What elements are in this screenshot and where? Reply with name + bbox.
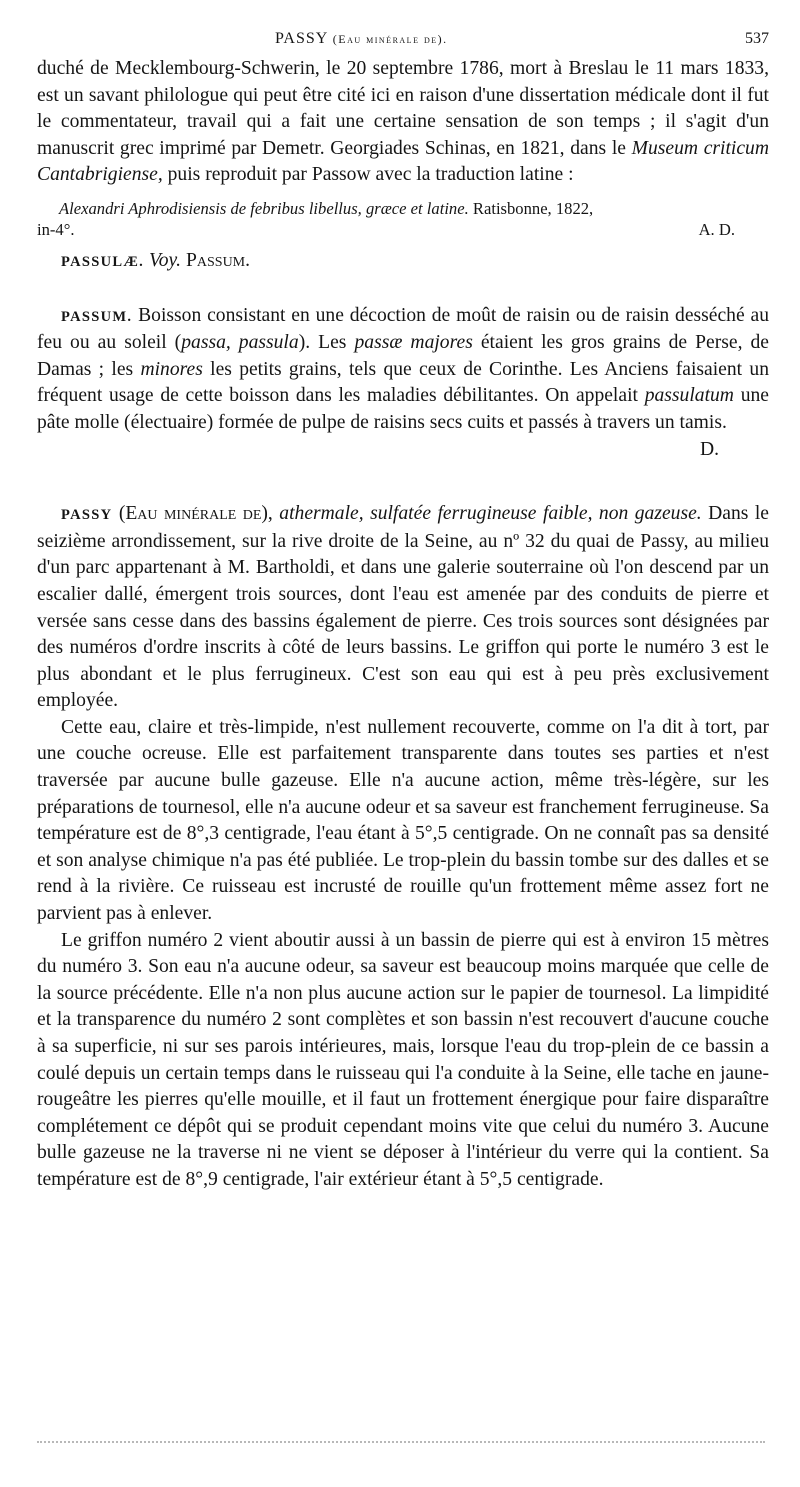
passy-paragraph-3: Le griffon numéro 2 vient aboutir aussi à un bassin de pierre qui est à environ 15 mètres du numéro 3. Son eau n'a aucune odeur, sa saveur est beaucoup moins marquée que celle de la source précédente. Elle n'a non plus aucune action sur le papier de tournesol. La limpidité et la transparence du numéro 2 sont complètes et son bassin n'est recouvert d'aucune couche à sa superficie, ni sur ses parois intérieures, mais, lorsque l'eau du trop-plein de ce bassin a coulé depuis un certain temps dans le ruisseau qui l'a conduite à la Seine, elle tache en jaune-rougeâtre les pierres qu'elle mouille, et il faut un frottement énergique pour faire disparaître complétement ce dépôt qui se produit cependant moins vite que celui du numéro 3. Aucune bulle gazeuse ne la traverse ni ne vient se déposer à l'intérieur du verre qui la contient. Sa température est de 8°,9 centigrade, l'air extérieur étant à 5°,5 centigrade.	[37, 929, 769, 1190]
passum-signature: D.	[699, 438, 719, 460]
bib-sign-line	[37, 219, 769, 240]
running-title	[275, 30, 448, 48]
passum-text-4: les petits grains, tels que ceux de Corinthe. Les Anciens faisaient un fréquent usage de cette boisson dans les maladies débilitantes. On appelait	[37, 358, 769, 407]
bottom-dotted-rule	[37, 1441, 765, 1443]
entry-passulae	[37, 248, 769, 276]
running-title-paren: (Eau minérale de).	[332, 32, 448, 46]
headword-passulae: PASSULÆ.	[61, 253, 145, 270]
bib-title: Alexandri Aphrodisiensis de febribus libellus,	[59, 198, 362, 218]
page	[37, 30, 769, 1194]
bib-format: in-4°.	[37, 219, 75, 239]
cross-reference-passum: Passum.	[185, 249, 251, 271]
intro-paragraph	[37, 56, 769, 189]
bibliography-entry	[37, 198, 769, 240]
passy-paragraph-1: Dans le seizième arrondissement, sur la rive droite de la Seine, au nº 32 du quai de Passy, au milieu d'un parc appartenant à M. Bartholdi, et dans une galerie souterraine où l'on descend par un escalier dallé, émergent trois sources, dont l'eau est amenée par des conduits de pierre et versée sans cesse dans des bassins également de pierre. Ces trois sources sont désignées par des numéros d'ordre inscrits à côté de leurs bassins. Le griffon qui porte le numéro 3 est le plus abondant et le plus ferrugineux. C'est son eau qui est à peu près exclusivement employée.	[37, 503, 769, 712]
passum-italic-2: passæ majores	[354, 332, 473, 354]
intro-text-start: duché de Mecklembourg-Schwerin, le 20 septembre 1786, mort à Breslau le 11 mars 1833, est un savant philologue qui peut être cité ici en raison d'une dissertation médicale dont il fut le commentateur, travail qui a fait une certaine sensation de son temps ; il s'agit d'un manuscrit grec imprimé par Demetr. Georgiades Schinas, en 1821, dans le	[37, 58, 769, 159]
bib-subtitle: græce et latine.	[365, 198, 469, 218]
headword-passum: PASSUM.	[61, 308, 133, 325]
passum-text-2: ). Les	[298, 332, 355, 354]
intro-journal-title: Museum criticum Cantabrigiense,	[37, 137, 769, 186]
bib-place-year: Ratisbonne, 1822,	[468, 198, 594, 218]
passum-italic-3: minores	[140, 358, 203, 380]
passum-text-5: une pâte molle (électuaire) formée de pulpe de raisins secs cuits et passés à travers un tamis.	[37, 385, 769, 433]
running-title-main: PASSY	[275, 30, 328, 47]
passum-italic-4: passulatum	[644, 385, 734, 407]
entry-passum	[37, 303, 769, 464]
passy-subtitle: (Eau minérale de),	[118, 503, 273, 525]
passy-paragraph-2: Cette eau, claire et très-limpide, n'est nullement recouverte, comme on l'a dit à tort, par une couche ocreuse. Elle est parfaitement transparente dans toutes ses parties et n'est traversée par aucune bulle gazeuse. Elle n'a aucune action, même très-légère, sur les préparations de tournesol, elle n'a aucune odeur et sa saveur est franchement ferrugineuse. Sa température est de 8°,3 centigrade, l'eau étant à 5°,5 centigrade. On ne connaît pas sa densité et son analyse chimique n'a pas été publiée. Le trop-plein du bassin tombe sur des dalles et se rend à la rivière. Ce ruisseau est incrusté de rouille qu'un frottement même assez fort ne parvient pas à enlever.	[37, 716, 769, 925]
passum-text-1: Boisson consistant en une décoction de moût de raisin ou de raisin desséché au feu ou au soleil (	[37, 304, 769, 354]
intro-text-end: puis reproduit par Passow avec la traduction latine :	[162, 164, 574, 186]
passum-text-3: étaient les gros grains de Perse, de Damas ; les	[37, 332, 769, 380]
passum-italic-1: passa, passula	[181, 332, 299, 354]
voy-reference: Voy.	[148, 249, 182, 271]
entry-passy	[37, 501, 769, 715]
bib-signature: A. D.	[698, 219, 735, 239]
passy-classification: athermale, sulfatée ferrugineuse faible, non gazeuse.	[279, 503, 702, 525]
running-header	[37, 30, 769, 56]
headword-passy: PASSY	[61, 507, 113, 524]
page-number: 537	[745, 30, 769, 47]
